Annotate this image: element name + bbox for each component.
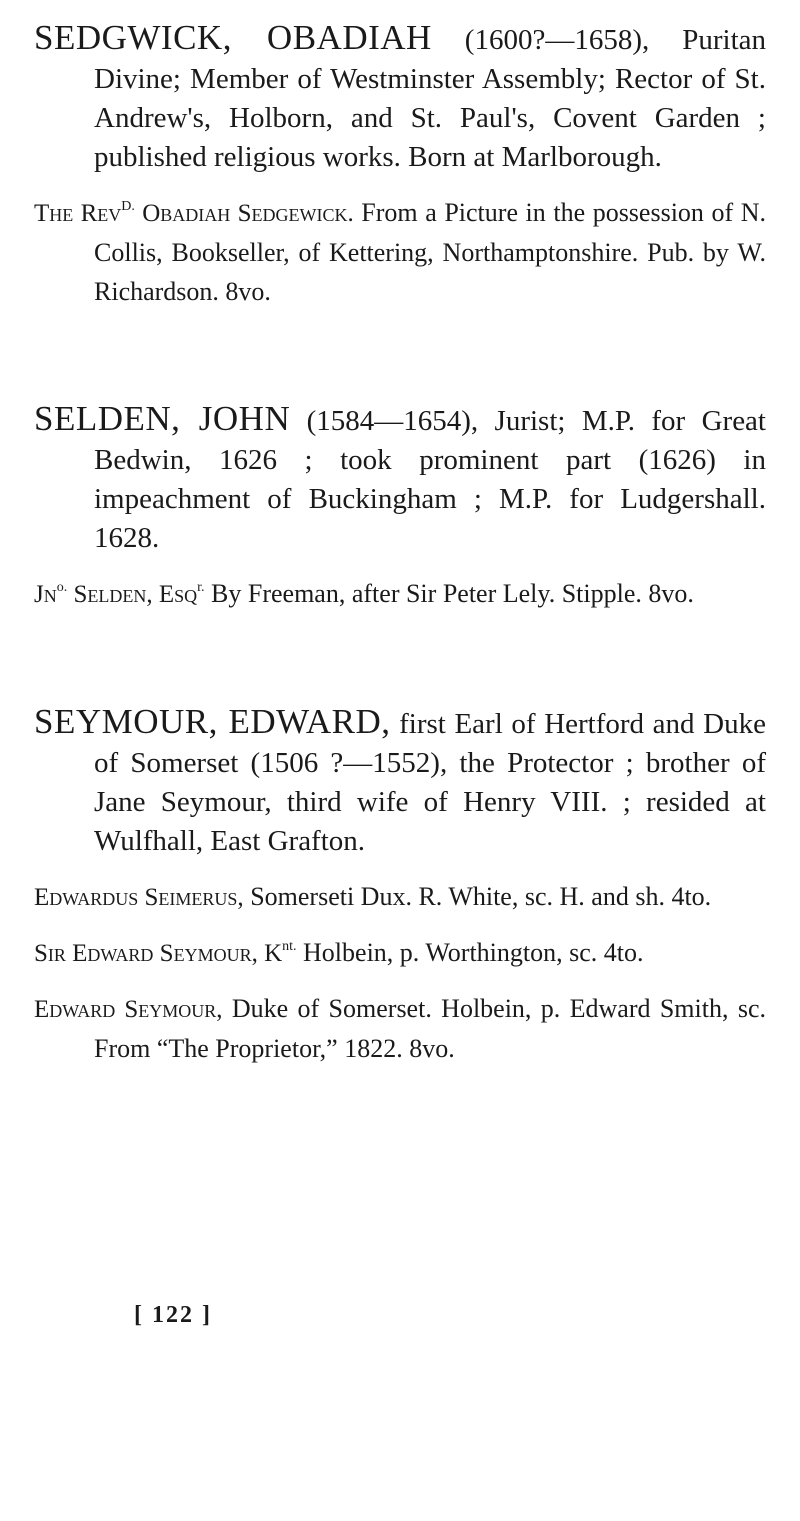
- entry-heading: [34, 399, 766, 558]
- plate-title: The Rev: [34, 200, 122, 227]
- entry-heading: [34, 702, 766, 861]
- portrait-listing: [34, 933, 766, 973]
- portrait-listing: [34, 574, 766, 614]
- entry-bio: (1600?—1658), Puritan Divine; Member of Westminster Assembly; Rector of St. Andrew's, Holborn, and St. Paul's, Covent Garden ; published religious works. Born at Marlborough.: [94, 24, 766, 173]
- plate-title-sup: o.: [56, 580, 68, 595]
- plate-description: By Freeman, after Sir Peter Lely. Stipple. 8vo.: [204, 579, 694, 608]
- entry-heading: [34, 18, 766, 177]
- plate-title: Selden, Esq: [67, 581, 198, 608]
- plate-title: Jn: [34, 581, 57, 608]
- plate-title-sup: D.: [121, 199, 135, 214]
- plate-title: Edward Seymour,: [34, 996, 223, 1023]
- plate-description: Somerseti Dux. R. White, sc. H. and sh. 4to.: [243, 882, 712, 911]
- entry-seymour: [34, 702, 766, 1068]
- entry-bio: (1584—1654), Jurist; M.P. for Great Bedwin, 1626 ; took prominent part (1626) in impeachment of Buckingham ; M.P. for Ludgershall. 1628.: [94, 405, 766, 554]
- plate-title: Obadiah Sedgewick.: [134, 200, 354, 227]
- document-page: [34, 18, 766, 1068]
- plate-description: Duke of Somerset. Holbein, p. Edward Smith, sc. From “The Proprietor,” 1822. 8vo.: [94, 994, 766, 1063]
- plate-title-sup: nt.: [282, 939, 297, 954]
- portrait-listing: [34, 989, 766, 1068]
- plate-title-sup: r.: [197, 580, 205, 595]
- entry-selden: [34, 399, 766, 614]
- entry-name: SEDGWICK, OBADIAH: [34, 18, 432, 57]
- portrait-listing: [34, 877, 766, 917]
- entry-sedgwick: [34, 18, 766, 311]
- page-number: [ 122 ]: [134, 1302, 212, 1328]
- plate-description: Holbein, p. Worthington, sc. 4to.: [296, 938, 644, 967]
- plate-title: Edwardus Seimerus,: [34, 884, 244, 911]
- entry-name: SELDEN, JOHN: [34, 399, 291, 438]
- portrait-listing: [34, 193, 766, 311]
- plate-title: Sir Edward Seymour, K: [34, 940, 283, 967]
- entry-name: SEYMOUR, EDWARD,: [34, 702, 391, 741]
- entry-bio: first Earl of Hertford and Duke of Somerset (1506 ?—1552), the Protector ; brother of Jane Seymour, third wife of Henry VIII. ; resided at Wulfhall, East Grafton.: [94, 708, 766, 857]
- plate-description: From a Picture in the possession of N. Collis, Bookseller, of Kettering, Northamptonshire. Pub. by W. Richardson. 8vo.: [94, 198, 767, 306]
